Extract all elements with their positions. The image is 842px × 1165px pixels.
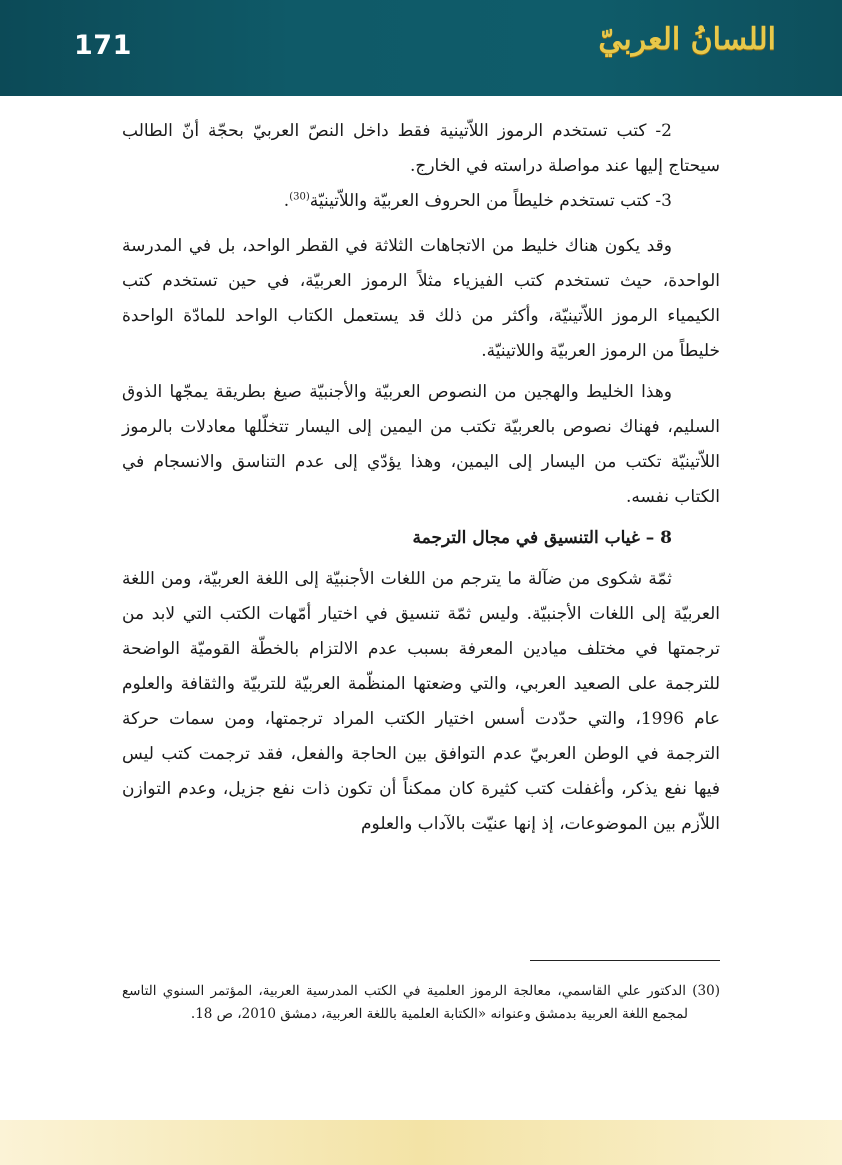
- journal-logo: اللسانُ العربيّ: [598, 22, 776, 57]
- paragraph-1: وقد يكون هناك خليط من الاتجاهات الثلاثة في القطر الواحد، بل في المدرسة الواحدة، حيث تستخدم كتب الفيزياء مثلاً الرموز العربيّة، في حين تستخدم كتب الكيمياء الرموز اللاّتينيّة، وأكثر من ذلك قد يستعمل الكتاب الواحد للمادّة الواحدة خليطاً من الرموز العربيّة واللاتينيّة.: [122, 236, 720, 361]
- footnote: [122, 980, 720, 1026]
- page-footer-band: [0, 1120, 842, 1165]
- footnote-divider: [530, 960, 720, 961]
- page-number: 171: [74, 30, 132, 61]
- page-body: [122, 114, 720, 842]
- footnote-text: (30) الدكتور علي القاسمي، معالجة الرموز العلمية في الكتب المدرسية العربية، المؤتمر السنوي التاسع لمجمع اللغة العربية بدمشق وعنوانه «الكتابة العلمية باللغة العربية، دمشق 2010، ص 18.: [122, 983, 720, 1022]
- paragraph-3: ثمّة شكوى من ضآلة ما يترجم من اللغات الأجنبيّة إلى اللغة العربيّة، ومن اللغة العربيّة إلى اللغات الأجنبيّة. وليس ثمّة تنسيق في اختيار أمّهات الكتب التي لابد من ترجمتها في مختلف ميادين المعرفة بسبب عدم الالتزام بالخطّة القوميّة الواضحة للترجمة على الصعيد العربي، والتي وضعتها المنظّمة العربيّة للتربيّة والثقافة والعلوم عام 1996، والتي حدّدت أسس اختيار الكتب المراد ترجمتها، ومن سمات حركة الترجمة في الوطن العربيّ عدم التوافق بين الحاجة والفعل، فقد ترجمت كتب ليس فيها نفع يذكر، وأغفلت كتب كثيرة كان ممكناً أن تكون ذات نفع جزيل، وعدم التوازن اللاّزم بين الموضوعات، إذ إنها عنيّت بالآداب والعلوم: [122, 569, 720, 834]
- paragraph-2: وهذا الخليط والهجين من النصوص العربيّة والأجنبيّة صيغ بطريقة يمجّها الذوق السليم، فهناك نصوص بالعربيّة تكتب من اليمين إلى اليسار تتخلّلها معادلات بالرموز اللاّتينيّة تكتب من اليسار إلى اليمين، وهذا يؤدّي إلى عدم التناسق والانسجام في الكتاب نفسه.: [122, 382, 720, 507]
- page-header: [0, 0, 842, 96]
- footnote-ref-30[interactable]: (30): [289, 191, 310, 203]
- list-item-3-end: .: [283, 191, 290, 211]
- list-item-2: 2- كتب تستخدم الرموز اللاّتينية فقط داخل النصّ العربيّ بحجّة أنّ الطالب سيحتاج إليها عند مواصلة دراسته في الخارج.: [122, 121, 720, 176]
- list-item-3: [122, 184, 720, 219]
- list-item-3-text: 3- كتب تستخدم خليطاً من الحروف العربيّة واللاّتينيّة: [309, 191, 672, 211]
- section-heading: 8 – غياب التنسيق في مجال الترجمة: [412, 528, 672, 548]
